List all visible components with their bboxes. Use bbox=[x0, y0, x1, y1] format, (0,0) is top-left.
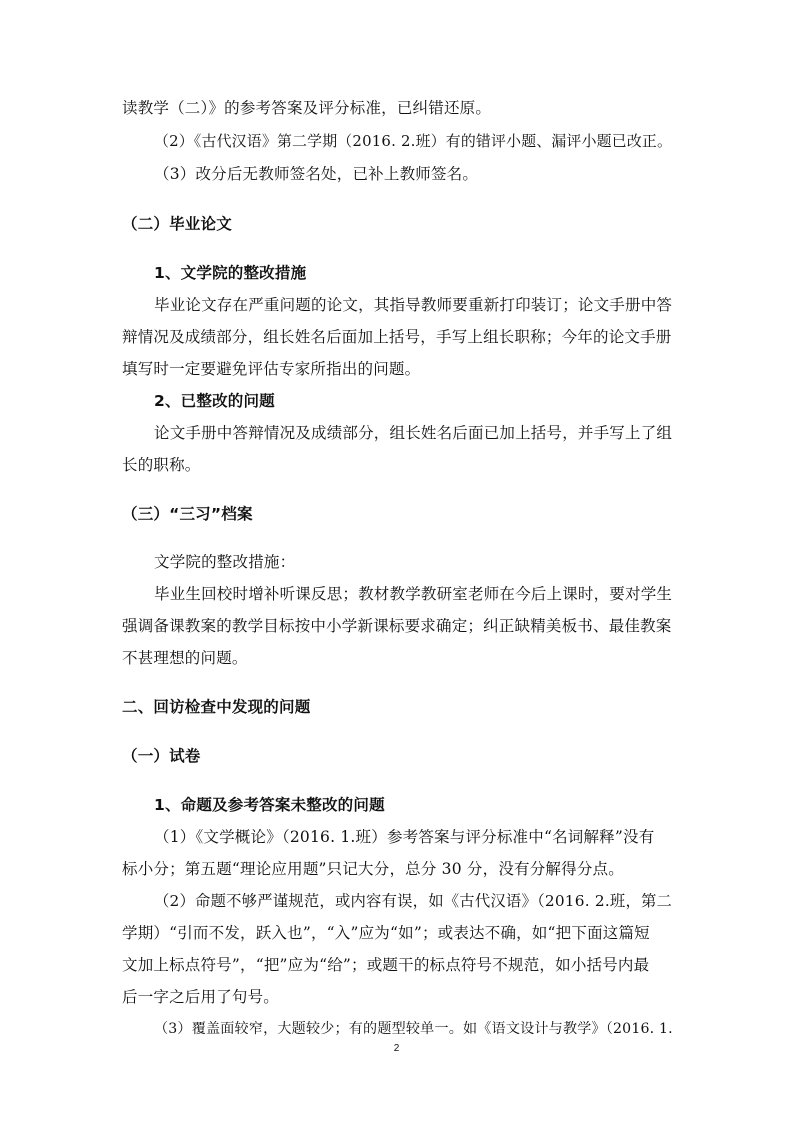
paragraph-line: 毕业论文存在严重问题的论文，其指导教师要重新打印装订；论文手册中答 bbox=[154, 296, 673, 314]
paragraph-line: （3）改分后无教师签名处，已补上教师签名。 bbox=[154, 165, 479, 183]
section-heading: （一）试卷 bbox=[122, 747, 201, 765]
paragraph-line: 文学院的整改措施： bbox=[154, 553, 296, 571]
chapter-heading: 二、回访检查中发现的问题 bbox=[122, 698, 311, 716]
paragraph-line: 学期）“引而不发，跃入也”，“入”应为“如”；或表达不确，如“把下面这篇短 bbox=[122, 924, 650, 942]
paragraph-line: 标小分；第五题“理论应用题”只记大分，总分 30 分，没有分解得分点。 bbox=[122, 860, 624, 878]
paragraph-line: 长的职称。 bbox=[122, 456, 201, 474]
section-heading: （二）毕业论文 bbox=[122, 215, 232, 233]
section-heading: （三）“三习”档案 bbox=[122, 505, 253, 523]
paragraph-line: 读教学（二）》的参考答案及评分标准，已纠错还原。 bbox=[122, 99, 492, 117]
subsection-heading: 1、命题及参考答案未整改的问题 bbox=[154, 796, 385, 814]
paragraph-line: 论文手册中答辩情况及成绩部分，组长姓名后面已加上括号，并手写上了组 bbox=[154, 424, 673, 442]
paragraph-line: 文加上标点符号”，“把”应为“给”；或题干的标点符号不规范，如小括号内最 bbox=[122, 956, 650, 974]
subsection-heading: 1、文学院的整改措施 bbox=[154, 264, 307, 282]
paragraph-line: （2）《古代汉语》第二学期（2016. 2.班）有的错评小题、漏评小题已改正。 bbox=[154, 132, 673, 150]
paragraph-line: （1）《文学概论》（2016. 1.班）参考答案与评分标准中“名词解释”没有 bbox=[154, 828, 655, 846]
paragraph-line: 强调备课教案的教学目标按中小学新课标要求确定；纠正缺精美板书、最佳教案 bbox=[122, 617, 672, 635]
page-number: 2 bbox=[393, 1043, 400, 1054]
paragraph-line: 不甚理想的问题。 bbox=[122, 649, 248, 667]
paragraph-line: （2）命题不够严谨规范，或内容有误，如《古代汉语》（2016. 2.班，第二 bbox=[154, 892, 673, 910]
paragraph-line: （3）覆盖面较窄，大题较少；有的题型较单一。如《语文设计与教学》（2016. 1. bbox=[154, 1021, 673, 1037]
paragraph-line: 辩情况及成绩部分，组长姓名后面加上括号，手写上组长职称；今年的论文手册 bbox=[122, 328, 672, 346]
paragraph-line: 毕业生回校时增补听课反思；教材教学教研室老师在今后上课时，要对学生 bbox=[154, 585, 673, 603]
paragraph-line: 后一字之后用了句号。 bbox=[122, 988, 280, 1006]
subsection-heading: 2、已整改的问题 bbox=[154, 392, 275, 410]
paragraph-line: 填写时一定要避免评估专家所指出的问题。 bbox=[122, 360, 421, 378]
